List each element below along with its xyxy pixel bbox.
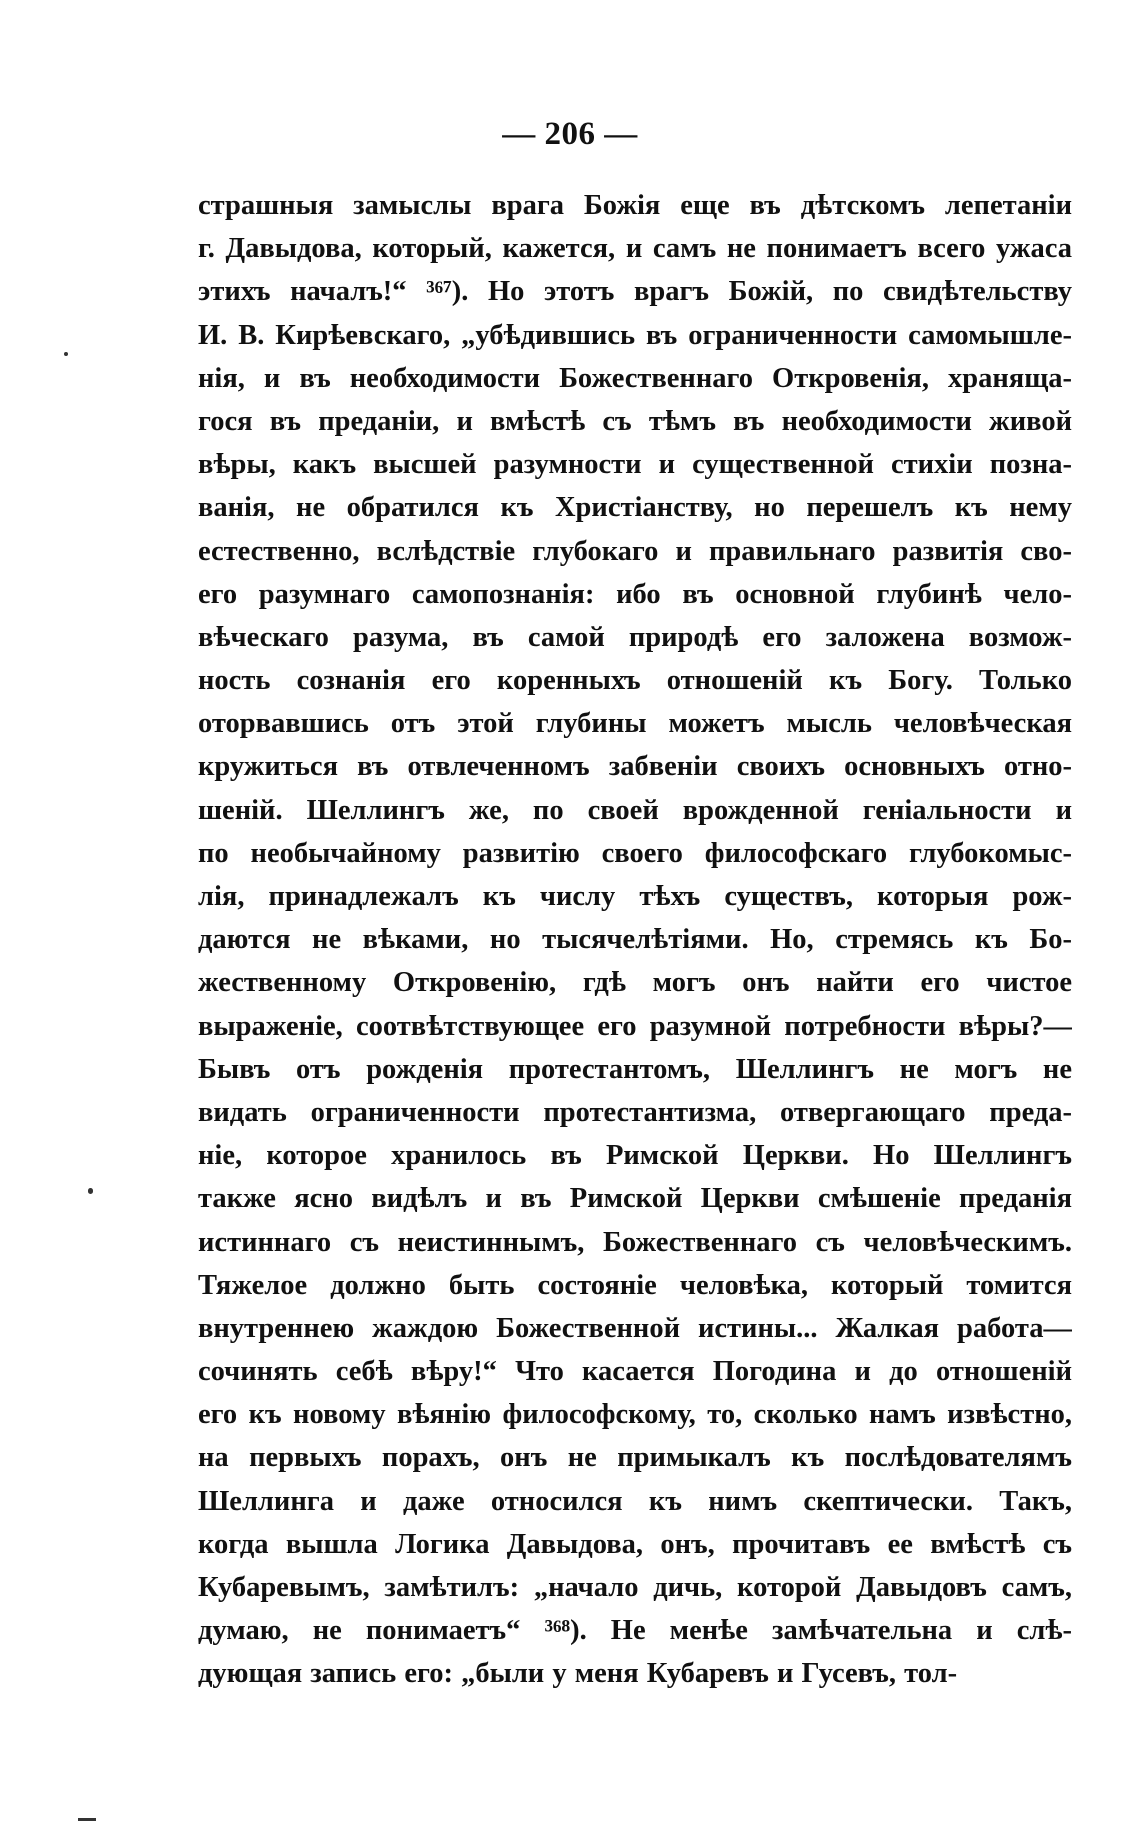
text-line: страшныя замыслы врага Божія еще въ дѣтскомъ лепетаніи [198,190,1072,221]
text-line: даются не вѣками, но тысячелѣтіями. Но, стремясь къ Бо- [198,924,1072,956]
text-line: ніе, которое хранилось въ Римской Церкви. Но Шеллингъ [198,1140,1072,1172]
text-line: нія, и въ необходимости Божественнаго Откровенія, хранящa- [198,362,1072,394]
text-line: думаю, не понимаетъ“ ³⁶⁸). Не менѣе замѣчательна и слѣ- [198,1615,1072,1647]
text-line: на первыхъ порахъ, онъ не примыкалъ къ послѣдователямъ [198,1442,1072,1474]
text-line: его къ новому вѣянію философскому, то, сколько намъ извѣстно, [198,1399,1072,1431]
body-text [198,184,1072,1696]
text-line: гося въ преданіи, и вмѣстѣ съ тѣмъ въ необходимости живой [198,405,1072,437]
text-line: внутреннею жаждою Божественной истины... Жалкая работа— [198,1312,1072,1344]
text-line: жественному Откровенію, гдѣ могъ онъ найти его чистое [198,967,1072,999]
text-line: Шеллинга и даже относился къ нимъ скептически. Такъ, [198,1485,1072,1517]
scan-speck [88,1188,93,1194]
text-line: кружиться въ отвлеченномъ забвеніи своихъ основныхъ отно- [198,751,1072,783]
text-line: истиннаго съ неистиннымъ, Божественнаго съ человѣческимъ. [198,1226,1072,1258]
text-line: И. В. Кирѣевскаго, „убѣдившись въ ограниченности самомышле- [198,319,1072,351]
text-line: дующая запись его: „были у меня Кубаревъ и Гусевъ, тол- [198,1658,958,1690]
page-number: — 206 — [502,116,638,152]
text-line: Кубаревымъ, замѣтилъ: „начало дичь, которой Давыдовъ самъ, [198,1572,1072,1603]
text-line: его разумнаго самопознанія: ибо въ основной глубинѣ чело- [198,578,1072,610]
text-line: по необычайному развитію своего философскаго глубокомыс- [198,837,1072,869]
text-line: шеній. Шеллингъ же, по своей врожденной геніальности и [198,794,1072,826]
text-line: видать ограниченности протестантизма, отвергающаго преда- [198,1096,1072,1128]
text-line: этихъ началъ!“ ³⁶⁷). Но этотъ врагъ Божій, по свидѣтельству [198,276,1072,308]
scan-speck [64,352,68,356]
text-line: оторвавшись отъ этой глубины можетъ мысль человѣческая [198,708,1072,740]
scan-edge-mark [78,1818,96,1821]
text-line: лія, принадлежалъ къ числу тѣхъ существъ, которыя рож- [198,881,1072,912]
text-line: Тяжелое должно быть состояніе человѣка, который томится [198,1269,1072,1301]
text-line: ность сознанія его коренныхъ отношеній къ Богу. Только [198,665,1072,697]
text-line: сочинять себѣ вѣру!“ Что касается Погодина и до отношеній [198,1356,1072,1388]
text-line: вѣры, какъ высшей разумности и существенной стихіи познa- [198,449,1072,481]
text-line: вѣческаго разума, въ самой природѣ его заложена возмож- [198,621,1072,653]
text-line: естественно, вслѣдствіе глубокаго и правильнаго развитія сво- [198,535,1072,567]
text-line: ванія, не обратился къ Христіанству, но перешелъ къ нему [198,492,1072,524]
text-line: когда вышла Логика Давыдова, онъ, прочитавъ ее вмѣстѣ съ [198,1528,1072,1560]
text-line: также ясно видѣлъ и въ Римской Церкви смѣшеніе преданія [198,1183,1072,1215]
text-line: г. Давыдова, который, кажется, и самъ не понимаетъ всего ужаса [198,233,1072,265]
text-line: выраженіе, соотвѣтствующее его разумной потребности вѣры?— [198,1010,1072,1042]
text-line: Бывъ отъ рожденія протестантомъ, Шеллингъ не могъ не [198,1053,1072,1085]
